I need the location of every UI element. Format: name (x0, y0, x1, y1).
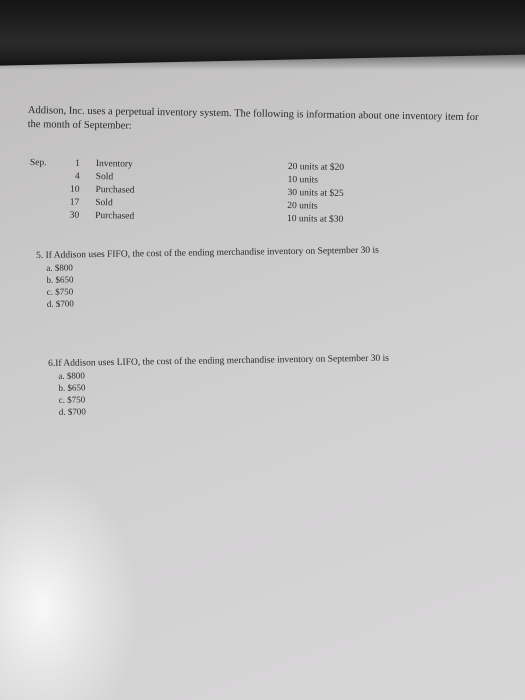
answer-option: c. $750 (46, 286, 74, 297)
ledger-day: 1 (75, 158, 80, 169)
question-5 (36, 243, 477, 310)
ledger-detail: 20 units at $20 (287, 162, 345, 173)
question-6 (48, 351, 489, 418)
ledger-detail: 20 units (287, 201, 318, 212)
ledger-date (29, 184, 79, 195)
intro-paragraph: Addison, Inc. uses a perpetual inventory system. The following is information about one inventory item for the month of September: (27, 104, 479, 132)
answer-option: a. $800 (46, 262, 73, 273)
answer-option: b. $650 (46, 274, 74, 285)
ledger-detail: 10 units (287, 175, 319, 186)
ledger-date (30, 158, 80, 169)
answer-option: d. $700 (46, 298, 74, 309)
ledger-detail: 30 units at $25 (287, 188, 344, 199)
ledger-event: Sold (95, 172, 114, 183)
ledger-event: Sold (95, 198, 113, 209)
answer-option: b. $650 (58, 382, 86, 393)
ledger-day: 10 (69, 184, 80, 195)
ledger-date (29, 210, 79, 221)
question-prompt: 5. If Addison uses FIFO, the cost of the ending merchandise inventory on September 30 is (36, 245, 379, 261)
ledger-event: Purchased (95, 185, 135, 196)
inventory-ledger (29, 158, 370, 228)
ledger-day: 4 (74, 171, 80, 182)
ledger-detail: 10 units at $30 (286, 214, 344, 225)
answer-option: c. $750 (58, 394, 86, 405)
ledger-event: Purchased (95, 211, 135, 222)
ledger-day: 17 (69, 197, 80, 208)
ledger-date (30, 171, 80, 182)
ledger-day: 30 (69, 210, 80, 221)
ledger-event: Inventory (95, 159, 133, 170)
question-prompt: 6.If Addison uses LIFO, the cost of the ending merchandise inventory on September 30 is (48, 353, 390, 369)
answer-option: d. $700 (58, 406, 86, 417)
answer-option: a. $800 (58, 370, 85, 381)
ledger-date (29, 197, 79, 208)
ledger-month: Sep. (29, 158, 47, 169)
